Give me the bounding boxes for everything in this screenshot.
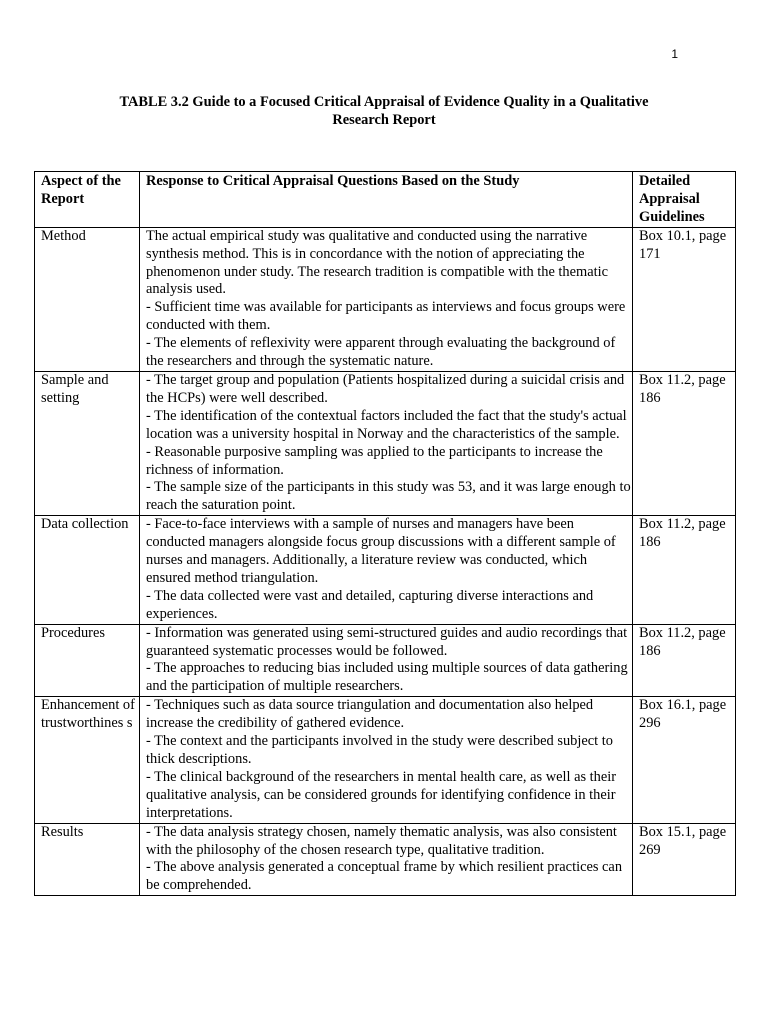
guideline-cell: Box 15.1, page 269 <box>633 823 736 896</box>
response-line: - Information was generated using semi-structured guides and audio recordings that guaranteed systematic processes would be followed. <box>146 624 628 659</box>
response-cell <box>140 624 633 697</box>
aspect-cell: Enhancement of trustworthines s <box>35 697 140 823</box>
table-title-line-1: TABLE 3.2 Guide to a Focused Critical Appraisal of Evidence Quality in a Qualitative <box>119 94 649 110</box>
page-number: 1 <box>671 47 678 61</box>
aspect-cell: Results <box>35 823 140 896</box>
response-line: - The data collected were vast and detailed, capturing diverse interactions and experiences. <box>146 587 594 622</box>
response-line: - Reasonable purposive sampling was applied to the participants to increase the richness of information. <box>146 443 603 478</box>
response-line: - The data analysis strategy chosen, namely thematic analysis, was also consistent with the philosophy of the chosen research type, qualitative tradition. <box>146 823 617 858</box>
response-line: - The clinical background of the researchers in mental health care, as well as their qualitative analysis, can be considered grounds for identifying confidence in their interpretations. <box>146 768 617 821</box>
header-guidelines: Detailed Appraisal Guidelines <box>633 172 736 228</box>
response-cell <box>140 823 633 896</box>
response-cell <box>140 697 633 823</box>
table-row <box>35 371 736 515</box>
table-row <box>35 516 736 624</box>
aspect-cell: Sample and setting <box>35 371 140 515</box>
guideline-cell: Box 11.2, page 186 <box>633 371 736 515</box>
response-line: - The target group and population (Patients hospitalized during a suicidal crisis and the HCPs) were well described. <box>146 371 625 406</box>
response-line: - Face-to-face interviews with a sample of nurses and managers have been conducted managers alongside focus group discussions with a different sample of nurses and managers. Additionally, a literature review was conducted, which ensured method triangulation. <box>146 516 616 586</box>
response-cell <box>140 516 633 624</box>
aspect-cell: Procedures <box>35 624 140 697</box>
response-line: - The sample size of the participants in this study was 53, and it was large enough to reach the saturation point. <box>146 479 631 514</box>
response-line: - The elements of reflexivity were apparent through evaluating the background of the researchers and through the systematic nature. <box>146 335 616 370</box>
table-row <box>35 697 736 823</box>
table-row <box>35 624 736 697</box>
response-cell <box>140 371 633 515</box>
response-line: - The context and the participants involved in the study were described subject to thick descriptions. <box>146 733 613 767</box>
table-header-row <box>35 172 736 228</box>
response-line: - The identification of the contextual factors included the fact that the study's actual location was a university hospital in Norway and the characteristics of the sample. <box>146 407 627 442</box>
response-line: - Techniques such as data source triangulation and documentation also helped increase the credibility of gathered evidence. <box>146 697 594 732</box>
guideline-cell: Box 11.2, page 186 <box>633 624 736 697</box>
response-cell <box>140 227 633 371</box>
header-response: Response to Critical Appraisal Questions Based on the Study <box>140 172 633 228</box>
guideline-cell: Box 11.2, page 186 <box>633 516 736 624</box>
response-line: - The approaches to reducing bias included using multiple sources of data gathering and the participation of multiple researchers. <box>146 660 628 695</box>
table-title-line-2: Research Report <box>332 112 436 128</box>
aspect-cell: Data collection <box>35 516 140 624</box>
header-aspect: Aspect of the Report <box>35 172 140 228</box>
table-title <box>60 93 708 129</box>
response-line: - The above analysis generated a conceptual frame by which resilient practices can be comprehended. <box>146 859 623 894</box>
appraisal-table <box>34 171 736 896</box>
table-row <box>35 227 736 371</box>
guideline-cell: Box 10.1, page 171 <box>633 227 736 371</box>
table-row <box>35 823 736 896</box>
aspect-cell: Method <box>35 227 140 371</box>
response-line: The actual empirical study was qualitative and conducted using the narrative synthesis method. This is in concordance with the notion of appreciating the phenomenon under study. The research tradition is compatible with the thematic analysis used. <box>146 227 608 298</box>
response-line: - Sufficient time was available for participants as interviews and focus groups were conducted with them. <box>146 299 626 334</box>
guideline-cell: Box 16.1, page 296 <box>633 697 736 823</box>
